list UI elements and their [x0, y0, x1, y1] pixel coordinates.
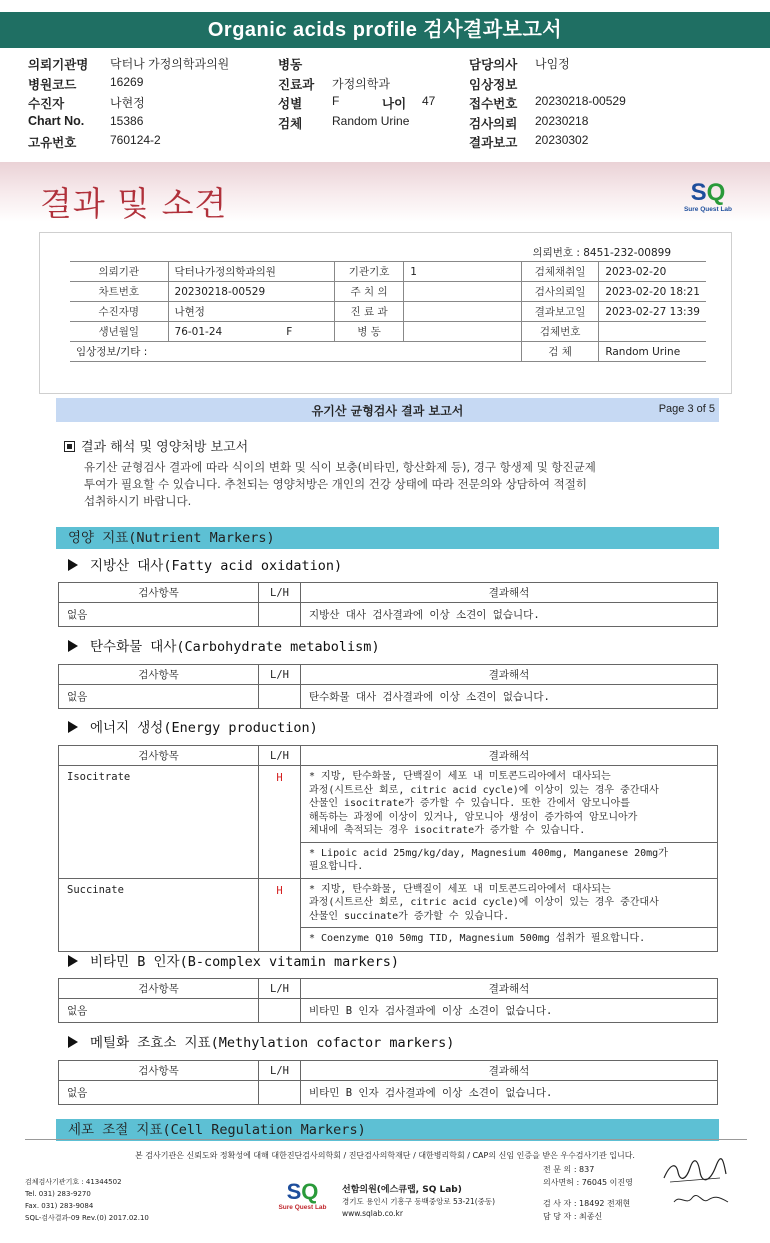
info-label: 생년월일 [70, 322, 168, 342]
value-age: 47 [422, 94, 436, 108]
vitamin-b-table [58, 978, 718, 1023]
table-header-row [59, 746, 718, 766]
info-label: 결과보고일 [521, 302, 598, 322]
lh-cell-high: H [259, 878, 301, 952]
label-department: 진료과 [278, 77, 315, 92]
result-cell [301, 766, 718, 843]
col-item: 검사항목 [59, 1061, 259, 1081]
value-test-request: 20230218 [535, 113, 589, 128]
col-item: 검사항목 [59, 665, 259, 685]
subsection-carbohydrate [68, 635, 380, 655]
staff-line: 담 당 자 : 최종신 [543, 1212, 603, 1221]
info-label: 주 치 의 [334, 282, 403, 302]
col-result: 결과해석 [301, 979, 718, 999]
result-line: * 지방, 탄수화물, 단백질이 세포 내 미토콘드리아에서 대사되는 [309, 771, 611, 782]
label-doctor: 담당의사 [469, 58, 518, 72]
info-label: 의뢰기관 [70, 262, 168, 282]
info-label: 진 료 과 [334, 302, 403, 322]
category-cell-regulation: 세포 조절 지표(Cell Regulation Markers) [56, 1119, 719, 1141]
label-age: 나이 [382, 97, 407, 111]
footer-divider [25, 1139, 747, 1140]
info-value: 2023-02-20 18:21 [599, 282, 706, 302]
info-value: 나현정 [168, 302, 334, 322]
footer-line: Tel. 031) 283-9270 [25, 1190, 91, 1198]
info-row [70, 262, 706, 282]
col-result: 결과해석 [301, 665, 718, 685]
value-sex: F [332, 94, 340, 108]
item-cell: 없음 [59, 1081, 259, 1105]
lh-cell [259, 685, 301, 709]
result-line: * Lipoic acid 25mg/kg/day, Magnesium 400mg, Manganese 20mg가 [309, 847, 668, 859]
info-value: 닥터나가정의학과의원 [168, 262, 334, 282]
result-line: 산물인 succinate가 증가할 수 있습니다. [309, 910, 510, 922]
result-cell: 비타민 B 인자 검사결과에 이상 소견이 없습니다. [301, 999, 718, 1023]
result-line: 산물인 isocitrate가 증가할 수 있습니다. 또한 간에서 암모니아를 [309, 798, 630, 809]
staff-line: 검 사 자 : 18492 전재현 [543, 1199, 631, 1208]
birth-date: 76-01-24 [174, 325, 223, 338]
info-label: 차트번호 [70, 282, 168, 302]
logo-q: Q [301, 1179, 319, 1204]
info-value: 20230218-00529 [168, 282, 334, 302]
subsection-title: 에너지 생성(Energy production) [90, 720, 318, 736]
info-row [70, 282, 706, 302]
footer-line: 검체검사기관기호 : 41344502 [25, 1178, 122, 1186]
table-row [59, 878, 718, 928]
info-value-birth [168, 322, 334, 342]
label-result-report: 결과보고 [469, 136, 518, 150]
info-row [70, 322, 706, 342]
col-result: 결과해석 [301, 746, 718, 766]
info-row [70, 302, 706, 322]
signature-image [660, 1158, 730, 1186]
col-result: 결과해석 [301, 583, 718, 603]
result-line: 필요합니다. [309, 861, 364, 872]
carbohydrate-table [58, 664, 718, 709]
item-cell: Isocitrate [59, 766, 259, 879]
signature-image-2 [672, 1190, 732, 1210]
result-cell: 비타민 B 인자 검사결과에 이상 소견이 없습니다. [301, 1081, 718, 1105]
footer-logo [275, 1180, 330, 1211]
footer-line: Fax. 031) 283-9084 [25, 1202, 94, 1210]
patient-row-5 [28, 133, 748, 153]
lh-cell [259, 1081, 301, 1105]
result-line: * 지방, 탄수화물, 단백질이 세포 내 미토콘드리아에서 대사되는 [309, 883, 611, 895]
page-indicator: Page 3 of 5 [658, 403, 715, 415]
subsection-fatty-acid [68, 554, 342, 574]
logo-q: Q [706, 179, 726, 206]
request-number: 의뢰번호 : 8451-232-00899 [532, 247, 671, 259]
result-line: * Coenzyme Q10 50mg TID, Magnesium 500mg 섭취가 필요합니다. [309, 933, 646, 944]
result-line: 해독하는 과정에 이상이 있거나, 암모니아 생성이 증가하여 암모니아가 [309, 811, 638, 823]
table-row [59, 766, 718, 843]
label-specimen: 검체 [278, 116, 303, 131]
label-chart-no: Chart No. [28, 113, 85, 128]
logo-mark [680, 180, 736, 206]
label-patient: 수진자 [28, 97, 65, 111]
table-row [59, 1081, 718, 1105]
result-cell: 탄수화물 대사 검사결과에 이상 소견이 없습니다. [301, 685, 718, 709]
info-value-specimen: Random Urine [599, 342, 706, 362]
table-header-row [59, 979, 718, 999]
result-line: 과정(시트르산 회로, citric acid cycle)에 이상이 있는 경우 중간대사 [309, 784, 659, 796]
col-lh: L/H [259, 979, 301, 999]
info-label: 검체채취일 [521, 262, 598, 282]
col-item: 검사항목 [59, 583, 259, 603]
result-line: 과정(시트르산 회로, citric acid cycle)에 이상이 있는 경우 중간대사 [309, 897, 659, 908]
col-result: 결과해석 [301, 1061, 718, 1081]
methylation-table [58, 1060, 718, 1105]
interpretation-heading-text: 결과 해석 및 영양처방 보고서 [81, 440, 249, 455]
table-row [59, 999, 718, 1023]
info-value: 1 [404, 262, 522, 282]
logo-s: S [286, 1179, 302, 1204]
label-unique-no: 고유번호 [28, 136, 77, 150]
value-doctor: 나임정 [535, 57, 570, 71]
staff-line: 의사면허 : 76045 이진영 [543, 1178, 633, 1187]
value-hospital-code: 16269 [110, 74, 144, 89]
lh-cell-high: H [259, 766, 301, 879]
info-value [404, 322, 522, 342]
lh-cell [259, 999, 301, 1023]
table-header-row [59, 665, 718, 685]
label-clinical-info: 임상정보 [469, 77, 518, 92]
request-info-table [70, 261, 706, 362]
staff-line: 전 문 의 : 837 [543, 1165, 595, 1174]
result-line: 체내에 축적되는 경우 isocitrate가 증가할 수 있습니다. [309, 825, 586, 836]
sq-logo [680, 180, 736, 213]
patient-row-4 [28, 114, 748, 134]
lab-address: 경기도 용인시 기흥구 동백중앙로 53-21(중동) [342, 1197, 496, 1206]
triangle-right-icon [68, 640, 78, 652]
info-value [404, 282, 522, 302]
logo-text: Sure Quest Lab [278, 1204, 327, 1211]
info-label: 수진자명 [70, 302, 168, 322]
footer-lab-info [342, 1184, 495, 1220]
lab-website: www.sqlab.co.kr [342, 1209, 403, 1218]
subsection-title: 메틸화 조효소 지표(Methylation cofactor markers) [90, 1035, 455, 1051]
report-title-bar: Organic acids profile 검사결과보고서 [0, 12, 770, 48]
footer-staff [543, 1163, 633, 1223]
result-cell [301, 878, 718, 928]
birth-sex: F [286, 325, 293, 338]
result-title: 결과 및 소견 [40, 184, 228, 223]
interpretation-heading [64, 436, 248, 455]
request-info-box [39, 232, 732, 394]
subsection-vitamin-b [68, 950, 399, 970]
subsection-title: 지방산 대사(Fatty acid oxidation) [90, 558, 343, 574]
result-cell: 지방산 대사 검사결과에 이상 소견이 없습니다. [301, 603, 718, 627]
value-unique-no: 760124-2 [110, 133, 161, 147]
triangle-right-icon [68, 559, 78, 571]
value-requester: 닥터나 가정의학과의원 [110, 57, 230, 71]
info-value [599, 322, 706, 342]
footer-contact [25, 1176, 149, 1224]
interp-line: 유기산 균형검사 결과에 따라 식이의 변화 및 식이 보충(비타민, 항산화제 등), 경구 항생제 및 항진균제 [84, 460, 596, 474]
clinical-info-label: 임상정보/기타 : [70, 342, 521, 362]
category-nutrient-markers: 영양 지표(Nutrient Markers) [56, 527, 719, 549]
item-cell: Succinate [59, 878, 259, 952]
info-label: 병 동 [334, 322, 403, 342]
subsection-title: 비타민 B 인자(B-complex vitamin markers) [90, 954, 400, 970]
logo-s: S [690, 179, 707, 206]
interpretation-body [84, 459, 684, 510]
triangle-right-icon [68, 955, 78, 967]
label-requester: 의뢰기관명 [28, 58, 89, 72]
info-value: 2023-02-20 [599, 262, 706, 282]
info-label: 기관기호 [334, 262, 403, 282]
col-item: 검사항목 [59, 979, 259, 999]
logo-text: Sure Quest Lab [683, 206, 733, 213]
item-cell: 없음 [59, 603, 259, 627]
info-label: 검체번호 [521, 322, 598, 342]
report-title: 유기산 균형검사 결과 보고서 [311, 404, 464, 418]
info-label: 검사의뢰일 [521, 282, 598, 302]
info-row [70, 342, 706, 362]
interp-line: 투여가 필요할 수 있습니다. 추천되는 영양처방은 개인의 건강 상태에 따라 전문의와 상담하여 적절히 [84, 477, 587, 491]
value-patient: 나현정 [110, 96, 145, 110]
value-department: 가정의학과 [332, 76, 390, 91]
col-lh: L/H [259, 665, 301, 685]
subsection-title: 탄수화물 대사(Carbohydrate metabolism) [90, 639, 380, 655]
col-lh: L/H [259, 1061, 301, 1081]
label-sex: 성별 [278, 97, 303, 111]
prescription-cell [301, 842, 718, 878]
label-hospital-code: 병원코드 [28, 77, 77, 92]
value-chart-no: 15386 [110, 113, 144, 128]
info-value: 2023-02-27 13:39 [599, 302, 706, 322]
checkbox-filled-icon [64, 441, 75, 452]
fatty-acid-table [58, 582, 718, 627]
lab-name: 선함의원(에스큐랩, SQ Lab) [342, 1185, 462, 1195]
patient-info [28, 55, 748, 153]
info-value [404, 302, 522, 322]
footer-certification-note: 본 검사기관은 신뢰도와 정확성에 대해 대한진단검사의학회 / 진단검사의학재단 / 대한병리학회 / CAP의 신임 인증을 받은 우수검사기관 입니다. [135, 1151, 635, 1160]
energy-table [58, 745, 718, 952]
label-receipt-no: 접수번호 [469, 97, 518, 111]
table-header-row [59, 1061, 718, 1081]
info-label-specimen: 검 체 [521, 342, 598, 362]
label-test-request: 검사의뢰 [469, 116, 518, 131]
patient-row-1 [28, 55, 748, 75]
triangle-right-icon [68, 721, 78, 733]
table-row [59, 603, 718, 627]
subsection-methylation [68, 1031, 454, 1051]
logo-mark [275, 1180, 330, 1204]
subsection-energy [68, 716, 318, 736]
table-header-row [59, 583, 718, 603]
item-cell: 없음 [59, 999, 259, 1023]
prescription-cell [301, 928, 718, 952]
col-lh: L/H [259, 583, 301, 603]
col-item: 검사항목 [59, 746, 259, 766]
interp-line: 섭취하시기 바랍니다. [84, 494, 192, 508]
col-lh: L/H [259, 746, 301, 766]
value-receipt-no: 20230218-00529 [535, 94, 626, 108]
value-result-report: 20230302 [535, 133, 589, 147]
table-row [59, 685, 718, 709]
item-cell: 없음 [59, 685, 259, 709]
value-specimen: Random Urine [332, 113, 410, 128]
patient-row-3 [28, 94, 748, 114]
label-ward: 병동 [278, 58, 303, 72]
triangle-right-icon [68, 1036, 78, 1048]
patient-row-2 [28, 75, 748, 95]
lh-cell [259, 603, 301, 627]
report-header-bar [56, 398, 719, 422]
footer-line: SQL-검사결과-09 Rev.(0) 2017.02.10 [25, 1214, 149, 1222]
spacer [543, 1189, 633, 1197]
